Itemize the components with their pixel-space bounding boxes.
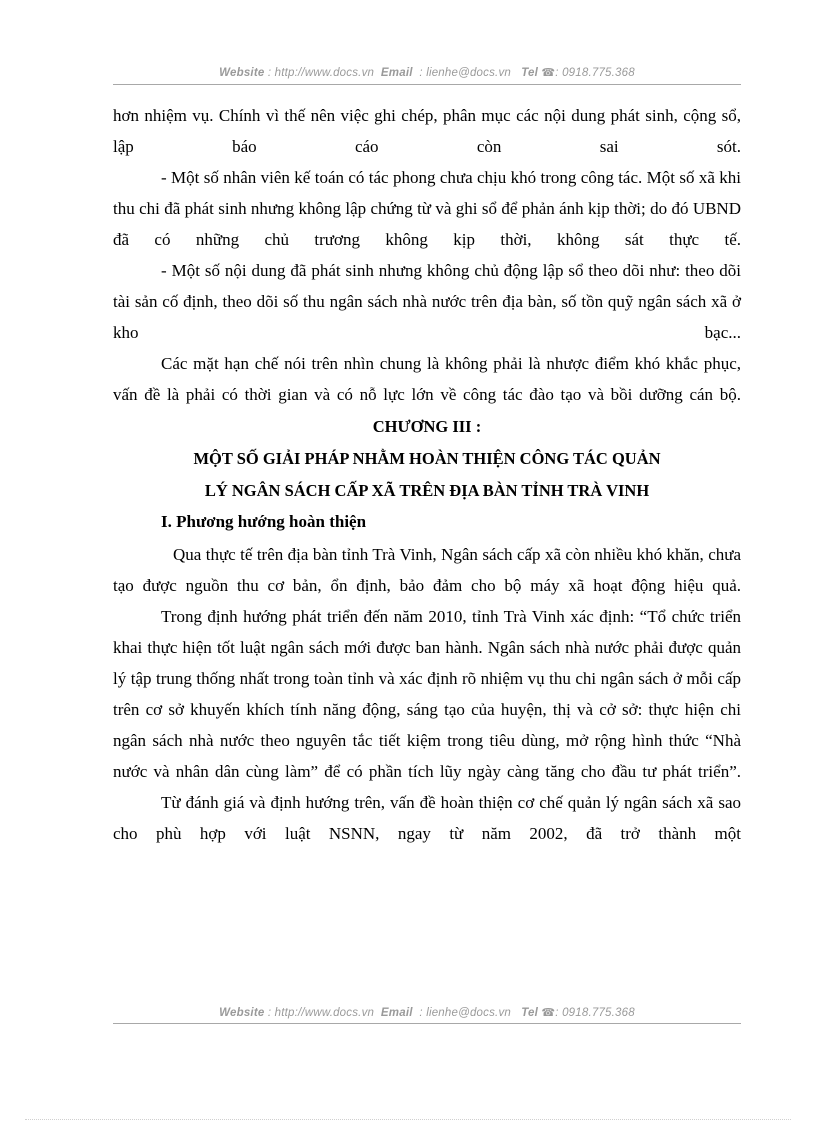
footer-website-link[interactable]: : http://www.docs.vn	[267, 1007, 375, 1019]
document-body	[113, 100, 741, 849]
phone-icon: ☎	[541, 67, 556, 79]
header-website-link[interactable]: : http://www.docs.vn	[267, 67, 375, 79]
chapter-heading: CHƯƠNG III :	[372, 417, 482, 436]
paragraph-continuation: hơn nhiệm vụ. Chính vì thế nên việc ghi chép, phân mục các nội dung phát sinh, cộng sổ, lập báo cáo còn sai sót.	[113, 106, 741, 156]
header-tel-value: : 0918.775.368	[555, 67, 635, 79]
chapter-title-line-1: MỘT SỐ GIẢI PHÁP NHẰM HOÀN THIỆN CÔNG TÁC QUẢN	[193, 449, 661, 468]
paragraph-staff-issues: - Một số nhân viên kế toán có tác phong chưa chịu khó trong công tác. Một số xã khi thu chi đã phát sinh nhưng không lập chứng từ và ghi sổ để phản ánh kịp thời; do đó UBND đã có những chủ trương không kịp thời, không sát thực tế.	[113, 168, 741, 249]
header-tel-label: Tel	[521, 67, 538, 79]
paragraph-limitations: Các mặt hạn chế nói trên nhìn chung là không phải là nhược điểm khó khắc phục, vấn đề là phải có thời gian và có nỗ lực lớn về công tác đào tạo và bồi dưỡng cán bộ.	[113, 354, 741, 404]
footer-website-label: Website	[219, 1007, 265, 1019]
section-heading: I. Phương hướng hoàn thiện	[161, 512, 367, 531]
footer-email-link[interactable]: : lienhe@docs.vn	[419, 1007, 511, 1019]
header-email-label: Email	[380, 67, 413, 79]
footer-rule	[113, 1023, 741, 1024]
paragraph-ledger-issues: - Một số nội dung đã phát sinh nhưng không chủ động lập sổ theo dõi như: theo dõi tài sản cố định, theo dõi số thu ngân sách nhà nước trên địa bàn, số tồn quỹ ngân sách xã ở kho bạc...	[113, 261, 741, 342]
footer-tel-label: Tel	[521, 1007, 538, 1019]
phone-icon: ☎	[541, 1007, 556, 1019]
header-rule	[113, 84, 741, 85]
page-header	[113, 66, 741, 79]
header-website-label: Website	[219, 67, 265, 79]
paragraph-orientation: Trong định hướng phát triển đến năm 2010, tỉnh Trà Vinh xác định: “Tổ chức triển khai thực hiện tốt luật ngân sách mới được ban hành. Ngân sách nhà nước phải được quản lý tập trung thống nhất trong toàn tỉnh và xác định rõ nhiệm vụ thu chi ngân sách ở mỗi cấp trên cơ sở khuyến khích tính năng động, sáng tạo của huyện, thị và cở sở: thực hiện chi ngân sách nhà nước theo nguyên tắc tiết kiệm trong tiêu dùng, mở rộng hình thức “Nhà nước và nhân dân cùng làm” để có phần tích lũy ngày càng tăng cho đầu tư phát triển”.	[113, 607, 741, 781]
paragraph-assessment: Từ đánh giá và định hướng trên, vấn đề hoàn thiện cơ chế quản lý ngân sách xã sao cho phù hợp với luật NSNN, ngay từ năm 2002, đã trở thành một	[113, 793, 741, 843]
page-bottom-edge	[25, 1119, 791, 1120]
footer-tel-value: : 0918.775.368	[555, 1007, 635, 1019]
chapter-title-line-2: LÝ NGÂN SÁCH CẤP XÃ TRÊN ĐỊA BÀN TỈNH TRÀ VINH	[204, 481, 650, 500]
header-email-link[interactable]: : lienhe@docs.vn	[419, 67, 511, 79]
page-footer	[113, 1006, 741, 1019]
paragraph-reality: Qua thực tế trên địa bàn tỉnh Trà Vinh, Ngân sách cấp xã còn nhiều khó khăn, chưa tạo được nguồn thu cơ bản, ổn định, bảo đảm cho bộ máy xã hoạt động hiệu quả.	[113, 545, 741, 595]
footer-email-label: Email	[380, 1007, 413, 1019]
